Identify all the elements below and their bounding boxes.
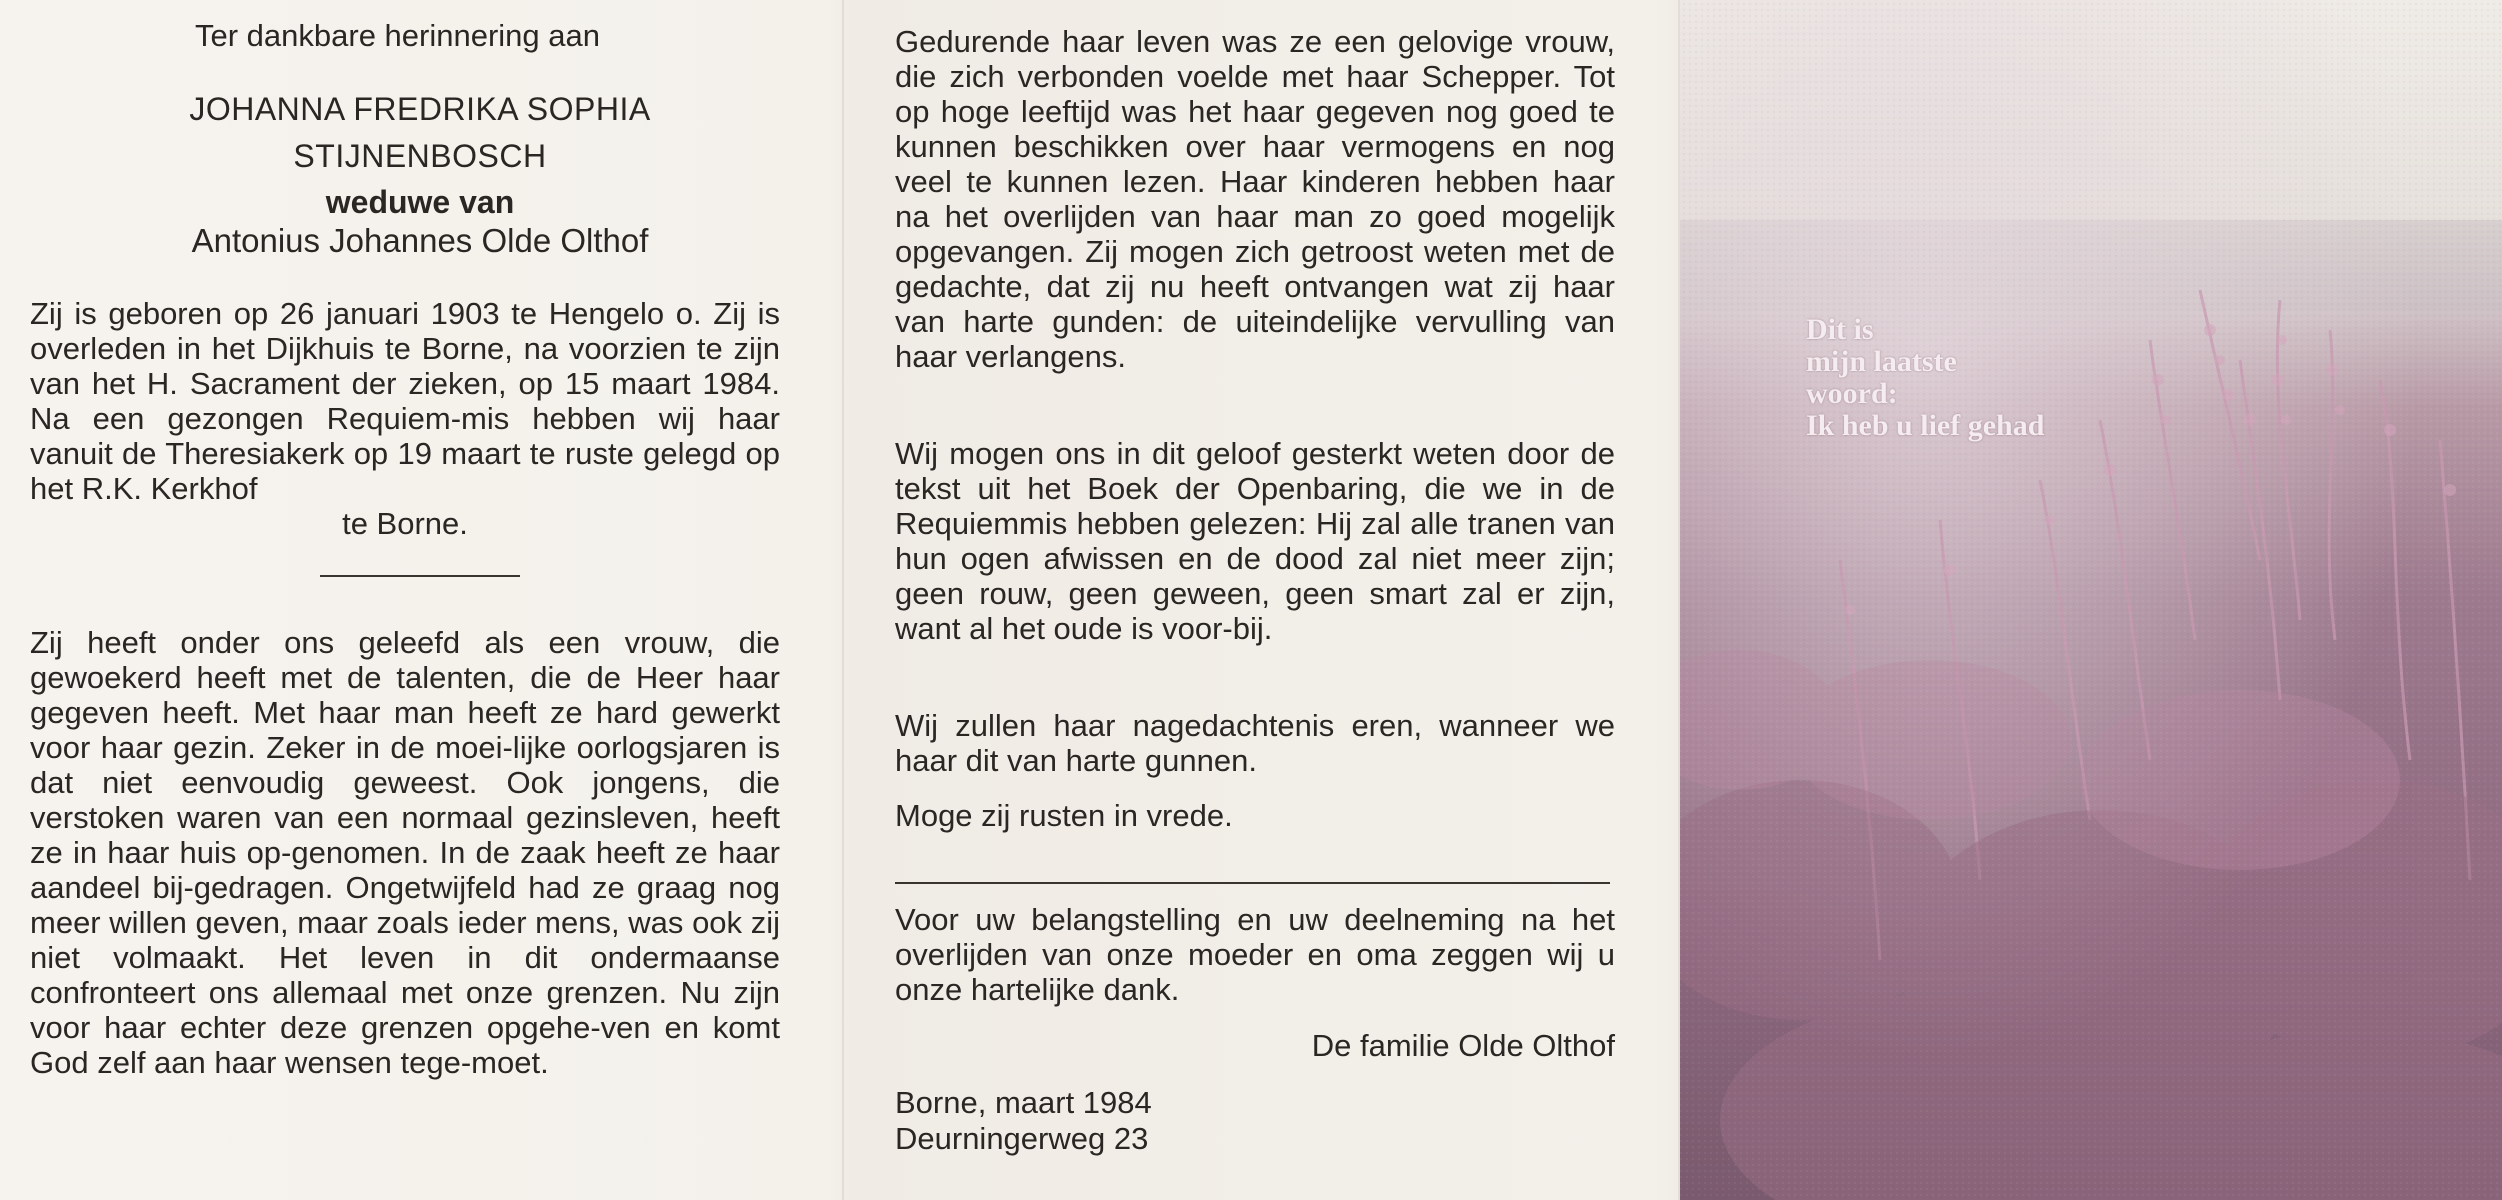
life-paragraph: [30, 625, 780, 1080]
middle-panel: [895, 0, 1615, 1200]
deceased-name-line2: STIJNENBOSCH: [293, 138, 547, 174]
revelation-text: Wij mogen ons in dit geloof gesterkt weten door de tekst uit het Boek der Openbaring, die we in de Requiemmis hebben gelezen: Hij zal alle tranen van hun ogen afwissen en de dood zal niet meer zijn; geen rouw, geen geween, geen smart zal er zijn, want al het oude is voor-bij.: [895, 436, 1615, 646]
faith-paragraph: [895, 24, 1615, 374]
heather-field-photo: [1680, 0, 2502, 1200]
address: Deurningerweg 23: [895, 1121, 1149, 1156]
quote-line: woord:: [1806, 377, 1898, 410]
place-and-address: [895, 1085, 1152, 1157]
quote-line: Dit is: [1806, 313, 1874, 346]
faith-text: Gedurende haar leven was ze een gelovige vrouw, die zich verbonden voelde met haar Schepper. Tot op hoge leeftijd was het haar gegeven nog goed te kunnen beschikken over haar vermogens en nog veel te kunnen lezen. Haar kinderen hebben haar na het overlijden van haar man zo goed mogelijk opgevangen. Zij mogen zich getroost weten met de gedachte, dat zij nu heeft ontvangen wat zij haar van harte gunden: de uiteindelijke vervulling van haar verlangens.: [895, 24, 1615, 374]
intro-text: Ter dankbare herinnering aan: [195, 18, 600, 53]
divider: [320, 575, 520, 577]
memory-paragraph: [895, 708, 1615, 778]
quote-line: Ik heb u lief gehad: [1806, 409, 2045, 442]
life-text: Zij heeft onder ons geleefd als een vrouw, die gewoekerd heeft met de talenten, die de Heer haar gegeven heeft. Met haar man heeft ze hard gewerkt voor haar gezin. Zeker in de moei-lijke oorlogsjaren is dat niet eenvoudig geweest. Ook jongens, die verstoken waren van een normaal gezinsleven, heeft ze in haar huis op-genomen. In de zaak heeft ze haar aandeel bij-gedragen. Ongetwijfeld had ze graag nog meer willen geven, maar zoals ieder mens, was ook zij niet volmaakt. Het leven in dit ondermaanse confronteert ons allemaal met onze grenzen. Nu zijn voor haar echter deze grenzen opgehe-ven en komt God zelf aan haar wensen tege-moet.: [30, 625, 780, 1080]
birth-death-text: Zij is geboren op 26 januari 1903 te Hengelo o. Zij is overleden in het Dijkhuis te Borne, na voorzien te zijn van het H. Sacrament der zieken, op 15 maart 1984. Na een gezongen Requiem-mis hebben wij haar vanuit de Theresiakerk op 19 maart te ruste gelegd op het R.K. Kerkhof: [30, 296, 780, 506]
family-signature: De familie Olde Olthof: [1311, 1028, 1615, 1063]
thanks-text: Voor uw belangstelling en uw deelneming na het overlijden van onze moeder en oma zeggen wij u onze hartelijke dank.: [895, 902, 1615, 1007]
widow-label: weduwe van: [325, 184, 515, 220]
divider: [895, 882, 1610, 884]
rest-text: Moge zij rusten in vrede.: [895, 798, 1233, 833]
birth-death-last-line: te Borne.: [342, 506, 468, 541]
fold-line: [842, 0, 844, 1200]
revelation-paragraph: [895, 436, 1615, 646]
thanks-paragraph: [895, 902, 1615, 1007]
deceased-name-line1: JOHANNA FREDRIKA SOPHIA: [189, 91, 651, 127]
memory-text: Wij zullen haar nagedachtenis eren, wanneer we haar dit van harte gunnen.: [895, 708, 1615, 778]
birth-death-paragraph: [30, 296, 780, 541]
husband-name: Antonius Johannes Olde Olthof: [191, 222, 649, 259]
quote-line: mijn laatste: [1806, 345, 1957, 378]
rest-paragraph: [895, 798, 1615, 833]
poem-quote: [1806, 314, 2226, 442]
place-date: Borne, maart 1984: [895, 1085, 1152, 1120]
left-panel: [30, 0, 780, 1200]
